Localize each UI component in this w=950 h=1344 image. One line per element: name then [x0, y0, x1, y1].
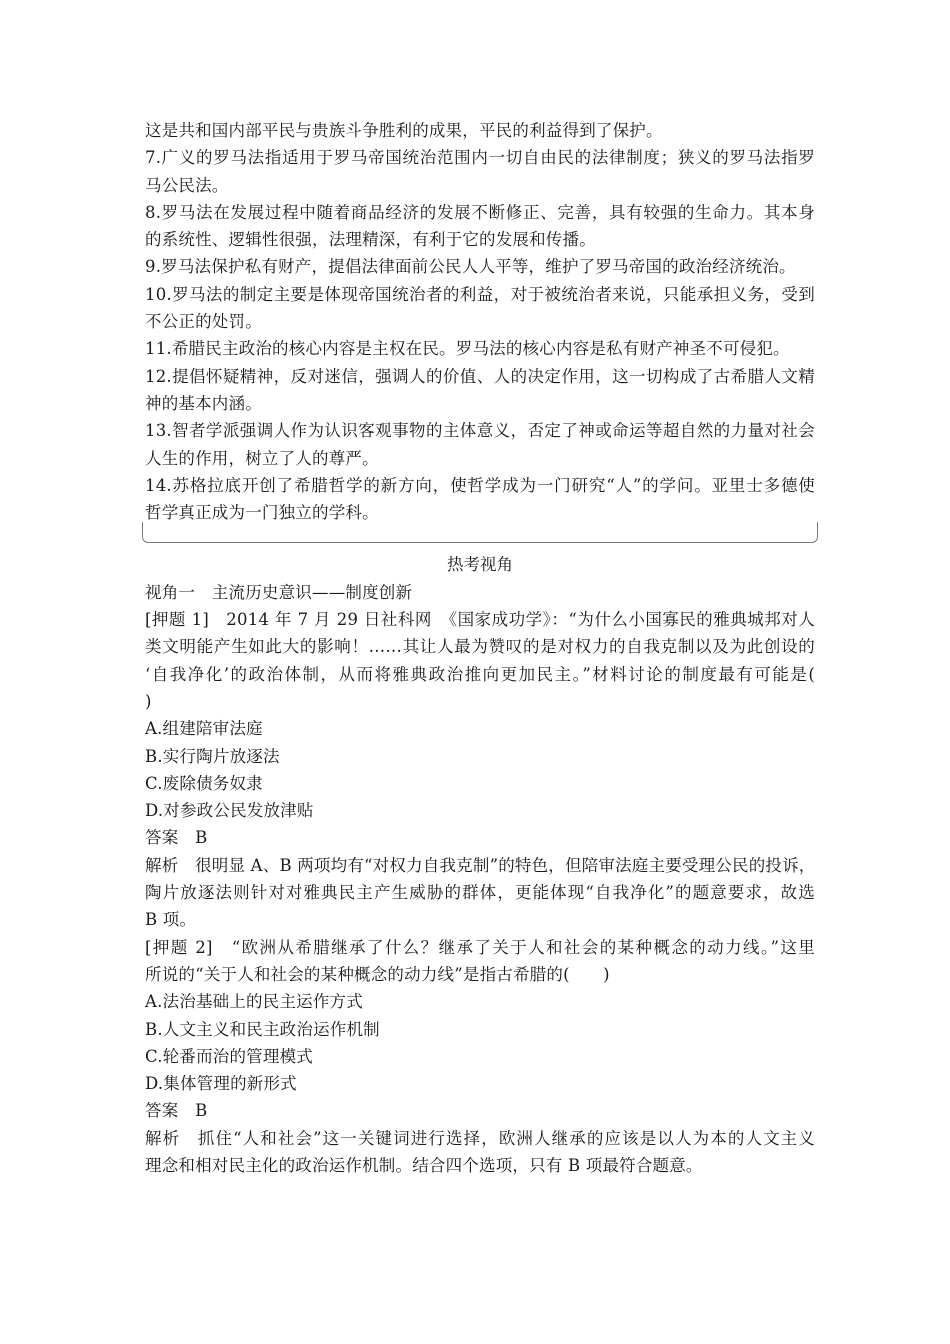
option-d: D.对参政公民发放津贴	[145, 801, 314, 821]
analysis-line: 理念和相对民主化的政治运作机制。结合四个选项，只有 B 项最符合题意。	[145, 1155, 703, 1175]
summary-line: 神的基本内涵。	[145, 393, 262, 413]
question-line: 类文明能产生如此大的影响！……其让人最为赞叹的是对权力的自我克制以及为此创设的	[145, 637, 815, 657]
question-line: )	[145, 691, 152, 711]
answer-line: 答案 B	[145, 1101, 208, 1121]
option-a: A.组建陪审法庭	[145, 719, 263, 739]
summary-line: 10.罗马法的制定主要是体现帝国统治者的利益，对于被统治者来说，只能承担义务，受到	[145, 284, 815, 304]
answer-line: 答案 B	[145, 828, 208, 848]
option-c: C.废除债务奴隶	[145, 773, 263, 793]
summary-line: 13.智者学派强调人作为认识客观事物的主体意义，否定了神或命运等超自然的力量对社会	[145, 421, 815, 441]
summary-line: 12.提倡怀疑精神，反对迷信，强调人的价值、人的决定作用，这一切构成了古希腊人文精	[145, 366, 815, 386]
analysis-line: 陶片放逐法则针对对雅典民主产生威胁的群体，更能体现“自我净化”的题意要求，故选	[145, 883, 815, 903]
angle-title: 视角一 主流历史意识——制度创新	[145, 582, 413, 602]
summary-line: 人生的作用，树立了人的尊严。	[145, 448, 379, 468]
document-page	[145, 117, 815, 1179]
section-title: 热考视角	[447, 555, 513, 575]
option-a: A.法治基础上的民主运作方式	[145, 992, 363, 1012]
question-line: 所说的“关于人和社会的某种概念的动力线”是指古希腊的( )	[145, 964, 610, 984]
summary-line: 7.广义的罗马法指适用于罗马帝国统治范围内一切自由民的法律制度；狭义的罗马法指罗	[145, 148, 815, 168]
summary-line: 11.希腊民主政治的核心内容是主权在民。罗马法的核心内容是私有财产神圣不可侵犯。	[145, 339, 790, 359]
option-c: C.轮番而治的管理模式	[145, 1046, 313, 1066]
summary-block	[145, 117, 815, 543]
summary-line: 这是共和国内部平民与贵族斗争胜利的成果，平民的利益得到了保护。	[145, 121, 663, 140]
summary-line: 9.罗马法保护私有财产，提倡法律面前公民人人平等，维护了罗马帝国的政治经济统治。	[145, 257, 796, 277]
summary-line: 不公正的处罚。	[145, 312, 262, 332]
summary-line: 14.苏格拉底开创了希腊哲学的新方向，使哲学成为一门研究“人”的学问。亚里士多德使	[145, 475, 815, 495]
question-line: ‘自我净化’的政治体制，从而将雅典政治推向更加民主。”材料讨论的制度最有可能是(	[145, 664, 815, 684]
summary-line: 8.罗马法在发展过程中随着商品经济的发展不断修正、完善，具有较强的生命力。其本身	[145, 202, 815, 222]
summary-line: 马公民法。	[145, 175, 229, 195]
analysis-line: B 项。	[145, 910, 197, 930]
option-d: D.集体管理的新形式	[145, 1074, 297, 1094]
question-line: [押题 2] “欧洲从希腊继承了什么？继承了关于人和社会的某种概念的动力线。”这里	[145, 937, 815, 957]
questions-block	[145, 606, 815, 1179]
option-b: B.实行陶片放逐法	[145, 746, 280, 766]
summary-line: 哲学真正成为一门独立的学科。	[145, 503, 379, 523]
question-line: [押题 1] 2014 年 7 月 29 日社科网 《国家成功学》：“为什么小国寡民的雅典城邦对人	[145, 610, 815, 630]
summary-line: 的系统性、逻辑性很强，法理精深，有利于它的发展和传播。	[145, 230, 596, 250]
analysis-line: 解析 抓住“人和社会”这一关键词进行选择，欧洲人继承的应该是以人为本的人文主义	[145, 1128, 815, 1148]
analysis-line: 解析 很明显 A、B 两项均有“对权力自我克制”的特色，但陪审法庭主要受理公民的投诉，	[145, 855, 816, 875]
option-b: B.人文主义和民主政治运作机制	[145, 1019, 380, 1039]
